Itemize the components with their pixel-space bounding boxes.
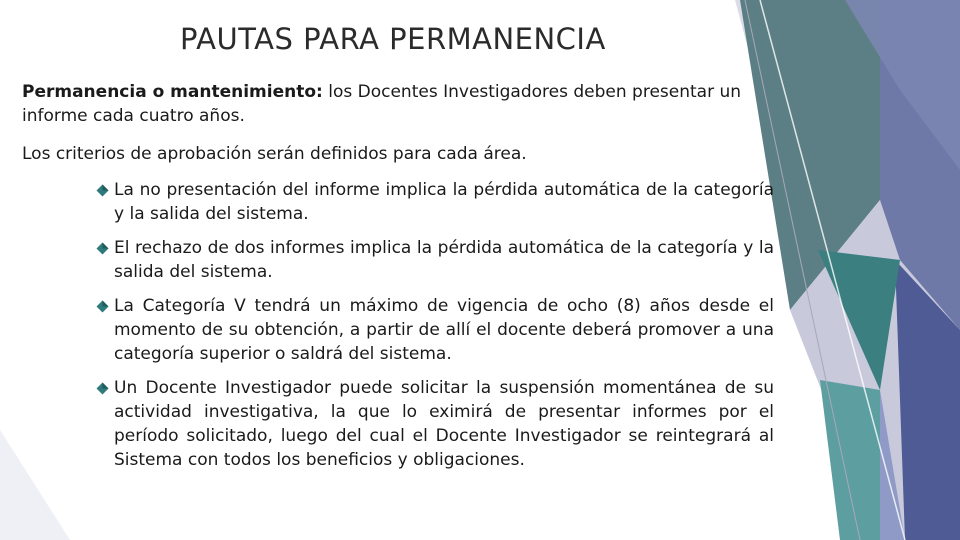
diamond-arrow-icon xyxy=(96,184,109,197)
bullet-item xyxy=(96,236,774,284)
slide-content xyxy=(22,80,774,482)
bullet-text: El rechazo de dos informes implica la pérdida automática de la categoría y la salida del sistema. xyxy=(114,238,774,282)
slide-title: PAUTAS PARA PERMANENCIA xyxy=(180,22,606,56)
criteria-paragraph: Los criterios de aprobación serán definidos para cada área. xyxy=(22,144,527,164)
bullet-item xyxy=(96,178,774,226)
intro-paragraph xyxy=(22,80,774,128)
right-decor-teal-lower xyxy=(820,380,880,540)
diamond-arrow-icon xyxy=(96,242,109,255)
intro-bold-lead: Permanencia o mantenimiento: xyxy=(22,82,323,102)
diamond-arrow-icon xyxy=(96,382,109,395)
bullet-text: Un Docente Investigador puede solicitar la suspensión momentánea de su actividad investigativa, la que lo eximirá de presentar informes por el período solicitado, luego del cual el Docente Investigador se reintegrará al Sistema con todos los beneficios y obligaciones. xyxy=(114,378,774,470)
bullet-item xyxy=(96,294,774,366)
intro-text: los Docentes Investigadores deben presentar un informe cada cuatro años. xyxy=(22,82,742,126)
bullet-item xyxy=(96,376,774,472)
bullet-text: La no presentación del informe implica la pérdida automática de la categoría y la salida del sistema. xyxy=(114,180,774,224)
bullet-list xyxy=(22,178,774,472)
diamond-arrow-icon xyxy=(96,300,109,313)
bullet-text: La Categoría V tendrá un máximo de vigencia de ocho (8) años desde el momento de su obtención, a partir de allí el docente deberá promover a una categoría superior o saldrá del sistema. xyxy=(114,296,774,364)
